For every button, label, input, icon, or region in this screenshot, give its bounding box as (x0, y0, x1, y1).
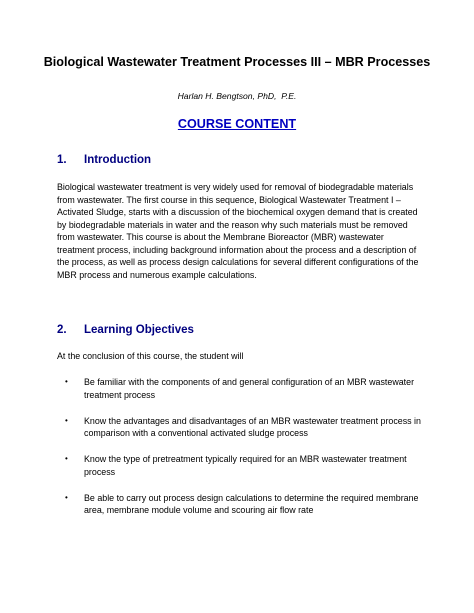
list-item (57, 415, 423, 440)
list-item (57, 492, 423, 517)
list-item-text: Be able to carry out process design calculations to determine the required membrane area, membrane module volume and scouring air flow rate (84, 492, 419, 515)
bullet-icon: • (65, 377, 68, 386)
section-number: 2. (57, 324, 67, 336)
list-item (57, 376, 423, 401)
objectives-intro: At the conclusion of this course, the student will (57, 351, 244, 361)
course-content-heading: COURSE CONTENT (177, 117, 297, 131)
list-item-text: Know the type of pretreatment typically required for an MBR wastewater treatment process (84, 454, 407, 477)
bullet-icon: • (65, 492, 68, 502)
section-title: Introduction (84, 154, 152, 166)
list-item (57, 453, 423, 478)
list-item-text: Know the advantages and disadvantages of an MBR wastewater treatment process in comparison with a conventional activated sludge process (84, 415, 421, 438)
section-heading-introduction (57, 153, 151, 167)
bullet-icon: • (65, 415, 68, 425)
document-title: Biological Wastewater Treatment Processes III – MBR Processes (43, 55, 431, 69)
section-title: Learning Objectives (84, 324, 194, 336)
introduction-paragraph: Biological wastewater treatment is very widely used for removal of biodegradable materials from wastewater. The first course in this sequence, Biological Wastewater Treatment I – Activated Sludge, starts with a discussion of the biochemical oxygen demand that is created by biodegradable materials in water and the reason why such materials must be removed from wastewater. This course is about the Membrane Bioreactor (MBR) wastewater treatment process, including background information about the process and a description of the process, as well as process design calculations for several different configurations of the MBR process and numerous example calculations. (57, 182, 419, 280)
list-item-text: Be familiar with the components of and general configuration of an MBR wastewater treatment process (84, 377, 415, 400)
section-heading-learning-objectives (57, 323, 194, 337)
author-line: Harlan H. Bengtson, PhD, P.E. (177, 91, 297, 101)
objectives-list (57, 376, 423, 530)
bullet-icon: • (65, 454, 68, 463)
section-number: 1. (57, 154, 67, 166)
